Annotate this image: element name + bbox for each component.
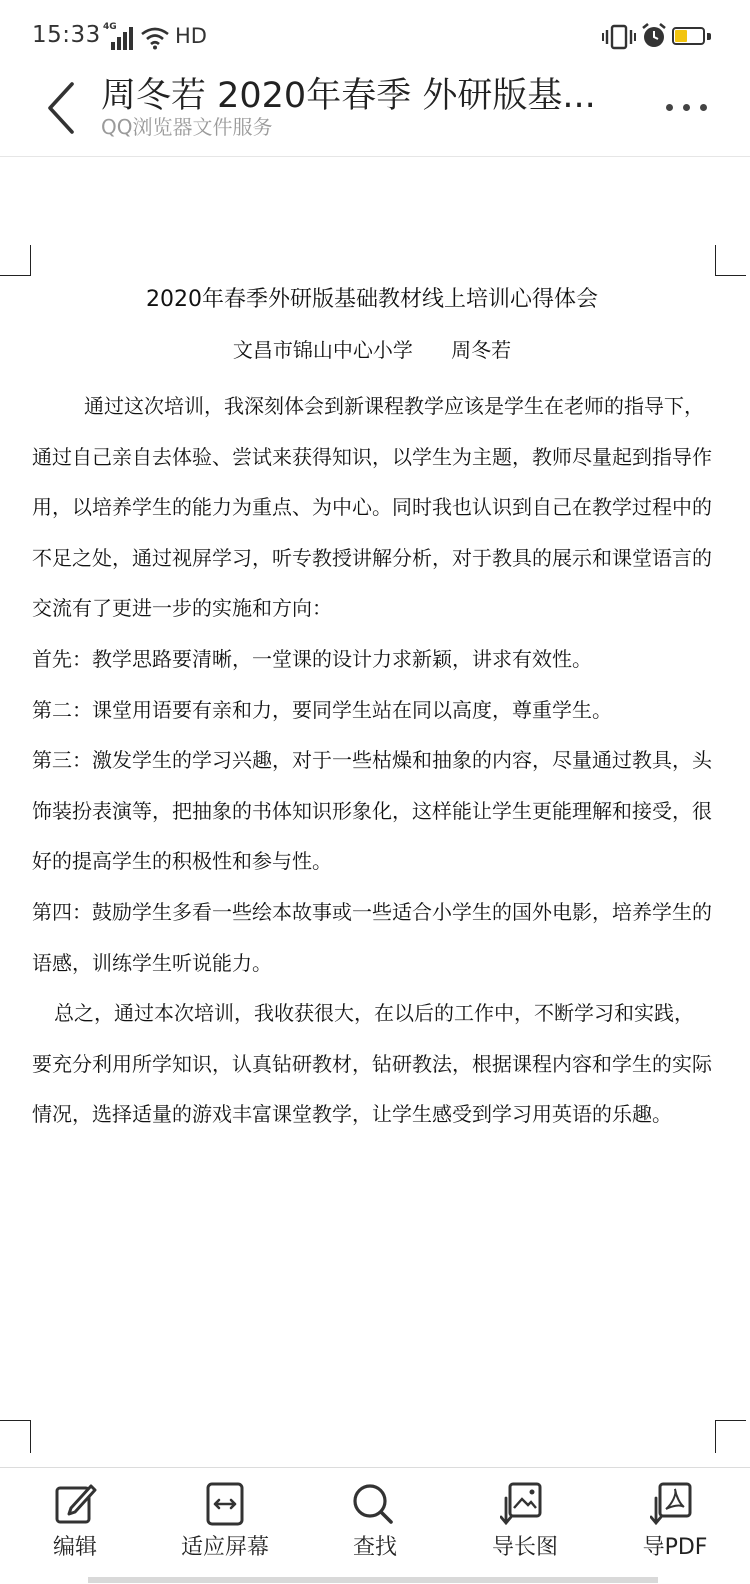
search-label: 查找 [352,1535,397,1560]
document-paragraph: 通过这次培训，我深刻体会到新课程教学应该是学生在老师的指导下，通过自己亲自去体验、尝试来获得知识，以学生为主题，教师尽量起到指导作用，以培养学生的能力为重点、为中心。同时我也认识到自己在教学过程中的不足之处，通过视屏学习，听专教授讲解分析，对于教具的展示和课堂语言的交流有了更进一步的实施和方向： [32,394,712,621]
bottom-toolbar [0,1467,750,1584]
wifi-icon [140,26,170,50]
scrollbar[interactable] [88,1577,658,1583]
status-time: 15:33 [32,22,101,48]
chevron-left-icon[interactable] [38,78,88,138]
crop-mark [0,1420,31,1453]
battery-icon [672,27,712,47]
export-pdf-button[interactable] [600,1468,750,1584]
edit-icon [53,1482,97,1526]
network-type: 4G [103,22,117,32]
vibrate-icon [602,24,636,50]
edit-label: 编辑 [52,1535,97,1560]
more-horizontal-icon[interactable] [662,90,712,120]
edit-button[interactable] [0,1468,150,1584]
document-body [32,381,712,1140]
crop-mark [715,1420,746,1453]
crop-mark [0,245,31,276]
battery-level [675,30,687,42]
document-paragraph: 总之，通过本次培训，我收获很大，在以后的工作中，不断学习和实践，要充分利用所学知识，认真钻研教材，钻研教法，根据课程内容和学生的实际情况，选择适量的游戏丰富课堂教学，让学生感受到学习用英语的乐趣。 [32,1001,712,1127]
document-author: 文昌市锦山中心小学 周冬若 [232,338,512,362]
document-title: 2020年春季外研版基础教材线上培训心得体会 [146,287,598,312]
export-long-image-button[interactable] [450,1468,600,1584]
fit-screen-icon [203,1482,247,1526]
crop-mark [715,245,746,276]
fit-screen-label: 适应屏幕 [180,1535,269,1560]
fit-screen-button[interactable] [150,1468,300,1584]
document-paragraph: 第三：激发学生的学习兴趣，对于一些枯燥和抽象的内容，尽量通过教具，头饰装扮表演等，把抽象的书体知识形象化，这样能让学生更能理解和接受，很好的提高学生的积极性和参与性。 [32,748,712,874]
app-header [0,60,750,157]
document-viewer[interactable] [0,157,750,1467]
export-pdf-label: 导PDF [642,1535,708,1560]
export-long-image-label: 导长图 [491,1535,558,1560]
hd-indicator: HD [175,24,207,48]
document-paragraph: 第四：鼓励学生多看一些绘本故事或一些适合小学生的国外电影，培养学生的语感，训练学生听说能力。 [32,899,712,975]
page-title: 周冬若 2020年春季 外研版基... [101,76,596,116]
export-pdf-icon [650,1482,694,1526]
search-button[interactable] [300,1468,450,1584]
export-long-image-icon [500,1482,544,1526]
alarm-icon [640,22,668,50]
document-paragraph: 第二：课堂用语要有亲和力，要同学生站在同以高度，尊重学生。 [32,697,612,722]
cellular-signal-icon [103,24,133,50]
document-paragraph: 首先：教学思路要清晰，一堂课的设计力求新颖，讲求有效性。 [32,646,592,671]
page-subtitle: QQ浏览器文件服务 [101,115,273,139]
search-icon [350,1482,394,1526]
